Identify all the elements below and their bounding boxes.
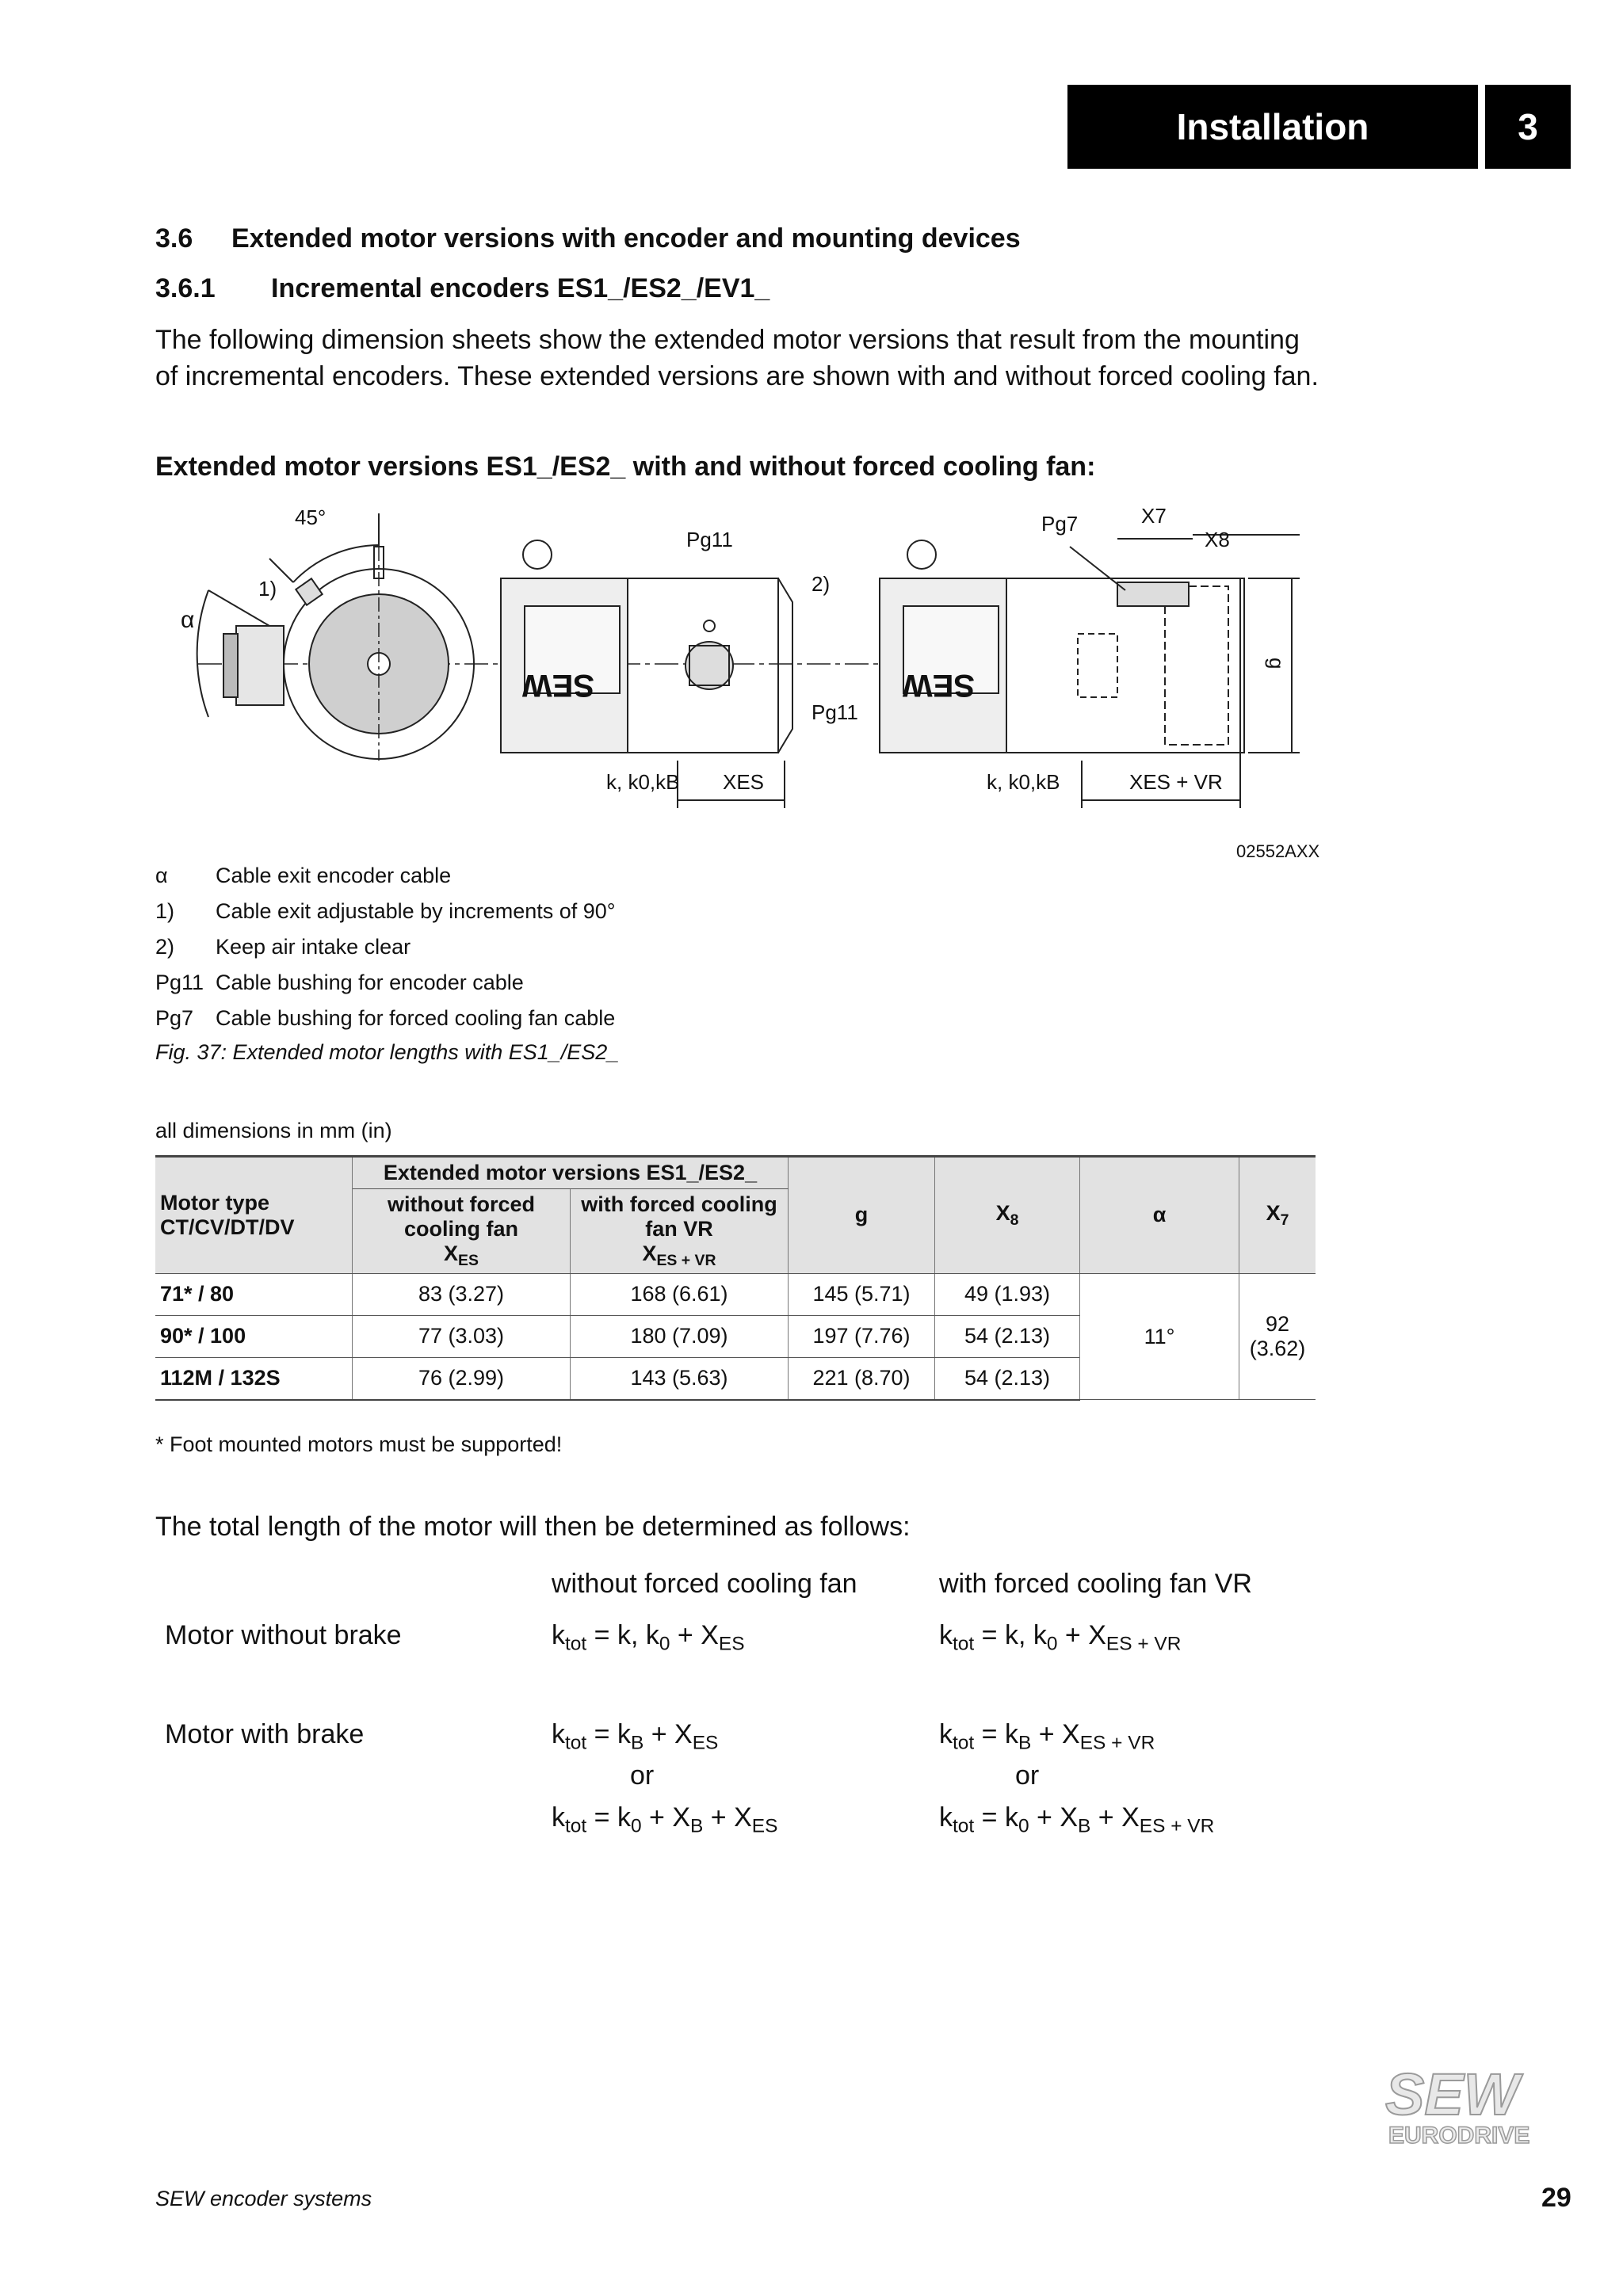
label-x8: X8 (1205, 528, 1230, 551)
formula-brake-fan-1: $k_{tot} = k_B + X_{ES + VR}$ (939, 1719, 1155, 1754)
dimensions-table (155, 1155, 1316, 1401)
footer-title: SEW encoder systems (155, 2187, 372, 2210)
table-row: 112M / 132S 76 (2.99) 143 (5.63) 221 (8.70) 54 (2.13) (155, 1357, 1316, 1400)
th-x8: $X_8$ (935, 1157, 1080, 1274)
intro-paragraph: The following dimension sheets show the extended motor versions that result from the mounting of incremental encoders. These extended versions are shown with and without forced cooling fan. (155, 325, 1319, 391)
label-alpha: α (181, 607, 195, 633)
row-label-with-brake: Motor with brake (165, 1719, 365, 1749)
table-row: 90* / 100 77 (3.03) 180 (7.09) 197 (7.76) 54 (2.13) (155, 1315, 1316, 1357)
footnote: * Foot mounted motors must be supported! (155, 1432, 563, 1456)
subsection-title: Incremental encoders ES1_/ES2_/EV1_ (271, 273, 770, 303)
legend-key: 2) (155, 935, 175, 959)
or-text-2: or (1015, 1760, 1040, 1791)
label-xes: XES (723, 770, 765, 794)
formula-nobrake-nofan: $k_{tot} = k$, $k_0 + X_{ES}$ (552, 1620, 745, 1655)
legend-text: Keep air intake clear (216, 935, 411, 959)
th-alpha: α (1080, 1157, 1239, 1274)
chapter-number-tab (1485, 85, 1571, 169)
formula-brake-nofan-1: $k_{tot} = k_B + X_{ES}$ (552, 1719, 719, 1754)
legend-item (155, 899, 616, 935)
th-x7: $X_7$ (1239, 1157, 1316, 1274)
row-label-without-brake: Motor without brake (165, 1620, 402, 1650)
chapter-title: Installation (1176, 106, 1369, 147)
chapter-number: 3 (1518, 106, 1538, 147)
legend-text: Cable exit adjustable by increments of 90° (216, 899, 616, 923)
alpha-value: 11° (1080, 1273, 1239, 1400)
table-row: 71* / 80 83 (3.27) 168 (6.61) 145 (5.71) 49 (1.93) 11° 92 (3.62) (155, 1273, 1316, 1315)
subsection-heading (155, 273, 769, 304)
legend-key: 1) (155, 899, 175, 923)
legend-text: Cable bushing for encoder cable (216, 971, 524, 994)
th-with-fan: with forced cooling fan VR $X_{ES + VR}$ (571, 1189, 789, 1274)
formula-col-heading-1: without forced cooling fan (552, 1569, 857, 1599)
formula-brake-fan-2: $k_{tot} = k_0 + X_B + X_{ES + VR}$ (939, 1802, 1215, 1837)
legend-key: Pg11 (155, 971, 204, 994)
legend-text: Cable exit encoder cable (216, 864, 452, 887)
figure-code: 02552AXX (1236, 841, 1320, 861)
th-g: g (789, 1157, 935, 1274)
formula-nobrake-fan: $k_{tot} = k$, $k_0 + X_{ES + VR}$ (939, 1620, 1182, 1655)
formula-col-heading-2: with forced cooling fan VR (939, 1569, 1252, 1599)
legend-text: Cable bushing for forced cooling fan cable (216, 1006, 616, 1030)
total-intro: The total length of the motor will then be determined as follows: (155, 1512, 911, 1542)
label-pg11-bottom: Pg11 (812, 700, 858, 724)
label-k-left: k, k0,kB (606, 770, 680, 794)
label-pg7: Pg7 (1041, 512, 1079, 536)
legend-key: Pg7 (155, 1006, 194, 1030)
label-g: g (1265, 658, 1289, 669)
motor-logo-1: SEW (521, 668, 594, 703)
label-note2: 2) (812, 572, 831, 596)
dimensions-note: all dimensions in mm (in) (155, 1119, 392, 1142)
label-xesvr: XES + VR (1129, 770, 1223, 794)
figure-legend (155, 864, 616, 1042)
legend-item (155, 935, 616, 971)
label-pg11-top: Pg11 (686, 528, 733, 551)
legend-key: α (155, 864, 168, 887)
figure-heading: Extended motor versions ES1_/ES2_ with and without forced cooling fan: (155, 452, 1096, 482)
label-k-right: k, k0,kB (987, 770, 1060, 794)
motor-logo-2: SEW (902, 668, 975, 703)
legend-item (155, 864, 616, 899)
sew-eurodrive-logo (1379, 2064, 1569, 2151)
subsection-number: 3.6.1 (155, 273, 216, 303)
section-number: 3.6 (155, 223, 193, 254)
logo-bottom: EURODRIVE (1388, 2122, 1530, 2149)
th-motor-type: Motor type CT/CV/DT/DV (155, 1157, 353, 1274)
or-text-1: or (630, 1760, 655, 1791)
formula-brake-nofan-2: $k_{tot} = k_0 + X_B + X_{ES}$ (552, 1802, 778, 1837)
figure-caption: Fig. 37: Extended motor lengths with ES1_/ES2_ (155, 1040, 620, 1064)
label-note1: 1) (258, 577, 277, 601)
th-without-fan: without forced cooling fan $X_{ES}$ (353, 1189, 571, 1274)
label-45: 45° (295, 505, 327, 529)
page-number: 29 (1541, 2183, 1571, 2213)
dimension-drawing (155, 495, 1320, 828)
label-x7: X7 (1141, 504, 1167, 528)
legend-item (155, 971, 616, 1006)
section-title: Extended motor versions with encoder and mounting devices (231, 223, 1021, 254)
chapter-title-tab (1067, 85, 1478, 169)
logo-top: SEW (1385, 2064, 1519, 2127)
section-heading (155, 223, 1021, 254)
legend-item (155, 1006, 616, 1042)
th-group-header: Extended motor versions ES1_/ES2_ (353, 1157, 789, 1189)
x7-value: 92 (3.62) (1239, 1273, 1316, 1400)
